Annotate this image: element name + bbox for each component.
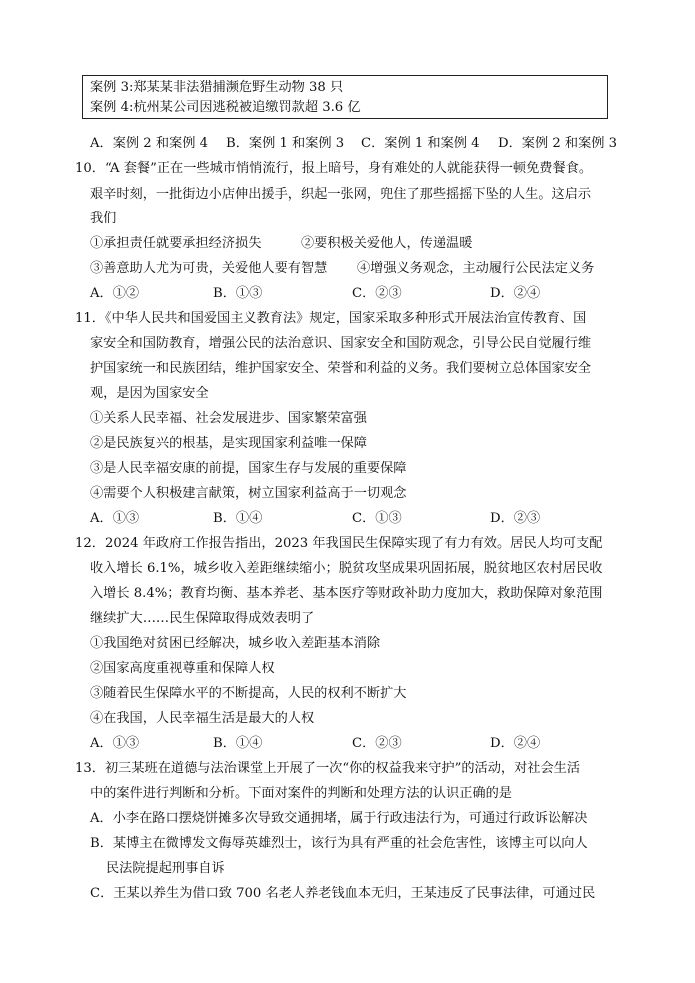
q10-option-d: D．②④ <box>490 286 541 301</box>
q13-stem-line-1: 13．初三某班在道德与法治课堂上开展了一次“你的权益我来守护”的活动，对社会生活 <box>75 761 581 776</box>
q11-stem-line-3: 护国家统一和民族团结，维护国家安全、荣誉和利益的义务。我们要树立总体国家安全 <box>90 361 592 376</box>
case-3-text: 案例 3:郑某某非法猎捕濒危野生动物 38 只 <box>90 80 344 95</box>
q12-stem-line-1: 12．2024 年政府工作报告指出，2023 年我国民生保障实现了有力有效。居民人均可支配 <box>75 536 603 551</box>
q11-option-c: C．①③ <box>352 511 402 526</box>
q12-statement-2: ②国家高度重视尊重和保障人权 <box>90 661 275 676</box>
q12-stem-line-3: 入增长 8.4%；教育均衡、基本养老、基本医疗等财政补助力度加大，救助保障对象范围 <box>90 586 603 601</box>
q10-stem-line-3: 我们 <box>90 211 117 226</box>
q10-stem-line-2: 艰辛时刻，一批街边小店伸出援手，织起一张网，兜住了那些摇摇下坠的人生。这启示 <box>90 187 592 202</box>
q12-option-c: C．②③ <box>352 736 402 751</box>
q11-statement-4: ④需要个人积极建言献策，树立国家利益高于一切观念 <box>90 486 407 501</box>
q12-option-d: D．②④ <box>490 736 541 751</box>
q12-stem-line-4: 继续扩大……民生保障取得成效表明了 <box>90 611 315 626</box>
q12-statement-1: ①我国绝对贫困已经解决，城乡收入差距基本消除 <box>90 636 381 651</box>
q11-statement-1: ①关系人民幸福、社会发展进步、国家繁荣富强 <box>90 411 367 426</box>
q11-option-d: D．②③ <box>490 511 541 526</box>
q13-option-b-line-1: B．某博主在微博发文侮辱英雄烈士，该行为具有严重的社会危害性，该博主可以向人 <box>90 836 588 851</box>
q11-option-b: B．①④ <box>213 511 263 526</box>
q10-statement-4: ④增强义务观念，主动履行公民法定义务 <box>357 261 595 276</box>
q9-option-b: B．案例 1 和案例 3 <box>226 136 345 151</box>
q11-option-a: A．①③ <box>90 511 140 526</box>
q9-option-d: D．案例 2 和案例 3 <box>498 136 618 151</box>
q12-statement-4: ④在我国，人民幸福生活是最大的人权 <box>90 711 315 726</box>
q10-stem-line-1: 10．“A 套餐”正在一些城市悄悄流行，报上暗号，身有难处的人就能获得一顿免费餐食。 <box>75 161 593 176</box>
q10-option-c: C．②③ <box>352 286 402 301</box>
q12-stem-line-2: 收入增长 6.1%，城乡收入差距继续缩小；脱贫攻坚成果巩固拓展，脱贫地区农村居民收 <box>90 561 603 576</box>
q11-stem-line-4: 观，是因为国家安全 <box>90 386 209 401</box>
q12-statement-3: ③随着民生保障水平的不断提高，人民的权利不断扩大 <box>90 686 407 701</box>
q10-option-a: A．①② <box>90 286 140 301</box>
q11-statement-3: ③是人民幸福安康的前提，国家生存与发展的重要保障 <box>90 461 407 476</box>
q10-option-b: B．①③ <box>213 286 263 301</box>
q11-stem-line-1: 11．《中华人民共和国爱国主义教育法》规定，国家采取多种形式开展法治宣传教育、国 <box>75 311 587 326</box>
q11-statement-2: ②是民族复兴的根基，是实现国家利益唯一保障 <box>90 436 367 451</box>
q13-option-a: A．小李在路口摆烧饼摊多次导致交通拥堵，属于行政违法行为，可通过行政诉讼解决 <box>90 811 588 826</box>
q13-option-c-line-1: C．王某以养生为借口致 700 名老人养老钱血本无归，王某违反了民事法律，可通过民 <box>90 886 596 901</box>
q9-option-a: A．案例 2 和案例 4 <box>90 136 209 151</box>
q10-statement-1: ①承担责任就要承担经济损失 <box>90 236 262 251</box>
q13-stem-line-2: 中的案件进行判断和分析。下面对案件的判断和处理方法的认识正确的是 <box>90 786 512 801</box>
case-4-text: 案例 4:杭州某公司因逃税被追缴罚款超 3.6 亿 <box>90 100 361 115</box>
q12-option-a: A．①③ <box>90 736 140 751</box>
q13-option-b-line-2: 民法院提起刑事自诉 <box>106 861 225 876</box>
q11-stem-line-2: 家安全和国防教育，增强公民的法治意识、国家安全和国防观念，引导公民自觉履行维 <box>90 336 592 351</box>
q9-option-c: C．案例 1 和案例 4 <box>361 136 480 151</box>
q10-statement-3: ③善意助人尤为可贵，关爱他人要有智慧 <box>90 261 328 276</box>
case-box <box>82 75 608 119</box>
q12-option-b: B．①④ <box>213 736 263 751</box>
q10-statement-2: ②要积极关爱他人，传递温暖 <box>301 236 473 251</box>
